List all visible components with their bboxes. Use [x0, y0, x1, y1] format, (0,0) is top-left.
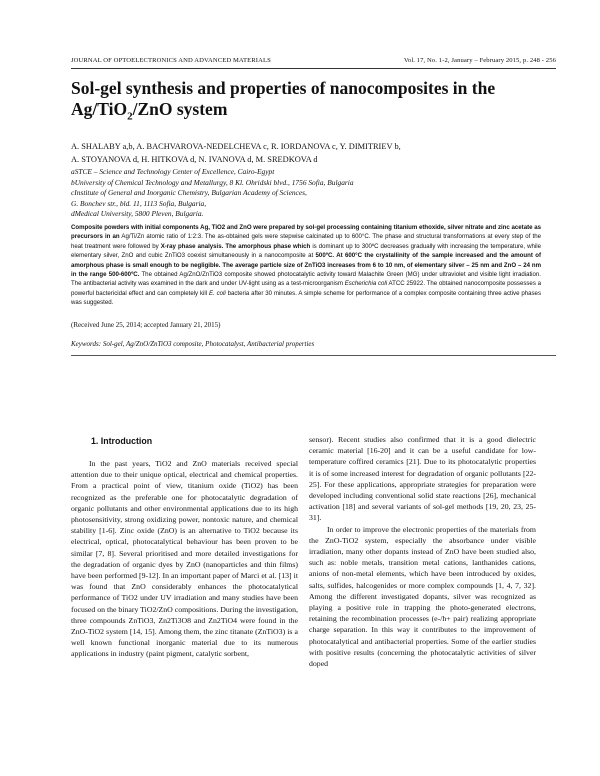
abstract-text-5: bacteria after 30 minutes. A simple scheme for performance of a complex composite containing three active phases was suggested.: [71, 289, 541, 307]
title-part2: /ZnO system: [132, 99, 228, 119]
received-dates: (Received June 25, 2014; accepted January 21, 2015): [71, 321, 221, 329]
title-subscript: 2: [127, 110, 133, 123]
title-part1: Sol-gel synthesis and properties of nanocomposites in the Ag/TiO: [71, 78, 496, 119]
author-list: [71, 140, 541, 166]
affiliation-c: cInstitute of General and Inorganic Chemistry, Bulgarian Academy of Sciences,: [71, 188, 307, 197]
abstract-text-4: ATCC 25922. The obtained nanocomposite possesses a powerful bactericidal effect and can completely kill: [71, 280, 541, 297]
right-column: [309, 434, 536, 669]
intro-paragraph-3: In order to improve the electronic properties of the materials from the ZnO-TiO2 system, especially the absorbance under visible irradiation, many other dopants instead of ZnO have been studied also, such as: noble metals, transition metal cations, lanthanides cations, anions of non-metal elements, which have been introduced by oxides, salts, sulfides, halcogenides or more complex compounds [1, 4, 7, 32]. Among the different investigated dopants, silver was recognized as playing a positive role in trapping the photo-generated electrons, retaining the recombination processes (e-/h+ pair) realizing appropriate charge separation. In this way it contributes to the improvement of photocatalytical and antibacterial properties. Some of the earlier studies with positive results (concerning the photocatalytic activities of silver doped: [309, 524, 536, 669]
author-line-2: A. STOYANOVA d, H. HITKOVA d, N. IVANOVA d, M. SREDKOVA d: [71, 155, 318, 164]
header-rule: [71, 68, 556, 69]
abstract-text-3: The obtained Ag/ZnO/ZnTiO3 composite showed photocatalytic activity toward Malachite Green (MG) under ultraviolet and visible light irradiation. The antibacterial activity was examined in the dark and under UV-light using as a test-microorganism: [71, 271, 541, 288]
abstract-italic-2: E. coli: [207, 289, 226, 297]
keywords-rule: [71, 355, 556, 356]
affiliation-a: aSTCE – Science and Technology Center of Excellence, Cairo-Egypt: [71, 167, 275, 176]
abstract-text-2: is dominant up to 300ºC decreases gradually with increasing the temperature, while elementary silver, ZnO and cubic ZnTiO3 coexist simultaneously in a nanocomposite at: [71, 242, 541, 260]
abstract-bold-2: X-ray phase analysis. The amorphous phase which: [158, 242, 311, 250]
affiliation-c-address: G. Bonchev str., bld. 11, 1113 Sofia, Bulgaria,: [71, 198, 207, 208]
paper-title: [71, 78, 541, 123]
affiliations: [71, 167, 541, 220]
journal-name: JOURNAL OF OPTOELECTRONICS AND ADVANCED MATERIALS: [71, 57, 271, 64]
affiliation-d: dMedical University, 5800 Pleven, Bulgaria.: [71, 209, 204, 218]
intro-paragraph-1: In the past years, TiO2 and ZnO materials received special attention due to their unique optical, electrical and chemical properties. From a practical point of view, titanium oxide (TiO2) has been recognized as the preferable one for photocatalytic degradation of organic pollutants and other environmental applications due to its high photosensitivity, strong oxidizing power, nontoxic nature, and chemical stability [1-6]. Zinc oxide (ZnO) is an alternative to TiO2 because its electrical, optical, photocatalytical behaviour has been proven to be similar [7, 8]. Several prioritised and more detailed investigations for the degradation of organic dyes by ZnO (nanoparticles and thin films) have been performed [9-12]. In an important paper of Marci et al. [13] it was found that ZnO considerably enhances the photocatalytical performance of TiO2 under UV irradiation and many studies have been focused on the binary TiO2/ZnO compositions. During the investigation, three compounds ZnTiO3, Zn2Ti3O8 and Zn2TiO4 were found in the ZnO-TiO2 system [14, 15]. Among them, the zinc titanate (ZnTiO3) is a well known functional inorganic material due to its numerous applications in industry (paint pigment, catalytic sorbent,: [71, 459, 298, 659]
left-column: [71, 458, 298, 660]
abstract-italic-1: Escherichia coli: [342, 280, 388, 288]
affiliation-b: bUniversity of Chemical Technology and Metallurgy, 8 Kl. Ohridski blvd., 1756 Sofia, Bulgaria: [71, 177, 354, 187]
intro-paragraph-2: sensor). Recent studies also confirmed that it is a good dielectric ceramic material [16-20] and it can be a useful candidate for low-temperature coffired ceramics [21]. Due to its photocatalytic properties it is of some increased interest for degradation of organic pollutants [22-25]. For these applications, appropriate strategies for preparation were developed including conventional solid state reactions [26], mechanical activation [18] and several variants of sol-gel methods [19, 20, 23, 25-31].: [309, 435, 536, 523]
abstract-bold-1: Composite powders with initial components Ag, TiO2 and ZnO were prepared by sol-gel processing containing titanium ethoxide, silver nitrate and zinc acetate as precursors in an: [71, 224, 541, 241]
abstract-text-1: Ag/Ti/Zn atomic ratio of 1:2:3. The as-obtained gels were stepwise calcinated up to 600°C. The phase and structural transformations at every step of the heat treatment were followed by: [71, 233, 541, 250]
author-line-1: A. SHALABY a,b, A. BACHVAROVA-NEDELCHEVA c, R. IORDANOVA c, Y. DIMITRIEV b,: [71, 142, 401, 151]
issue-info: Vol. 17, No. 1-2, January – February 2015, p. 248 - 256: [403, 57, 556, 64]
section-heading-introduction: 1. Introduction: [91, 436, 153, 446]
abstract-bold-3: 500ºC. At 600°C the crystallinity of the sample increased and the amount of amorphous phase is small enough to be negligible. The average particle size of ZnTiO3 increases from 6 to 10 nm, of elementary silver – 25 nm and ZnO – 24 nm in the range 500-600ºC.: [71, 252, 541, 279]
keywords: Keywords: Sol-gel, Ag/ZnO/ZnTiO3 composite, Photocatalyst, Antibacterial properties: [71, 340, 315, 348]
abstract: [71, 223, 541, 308]
